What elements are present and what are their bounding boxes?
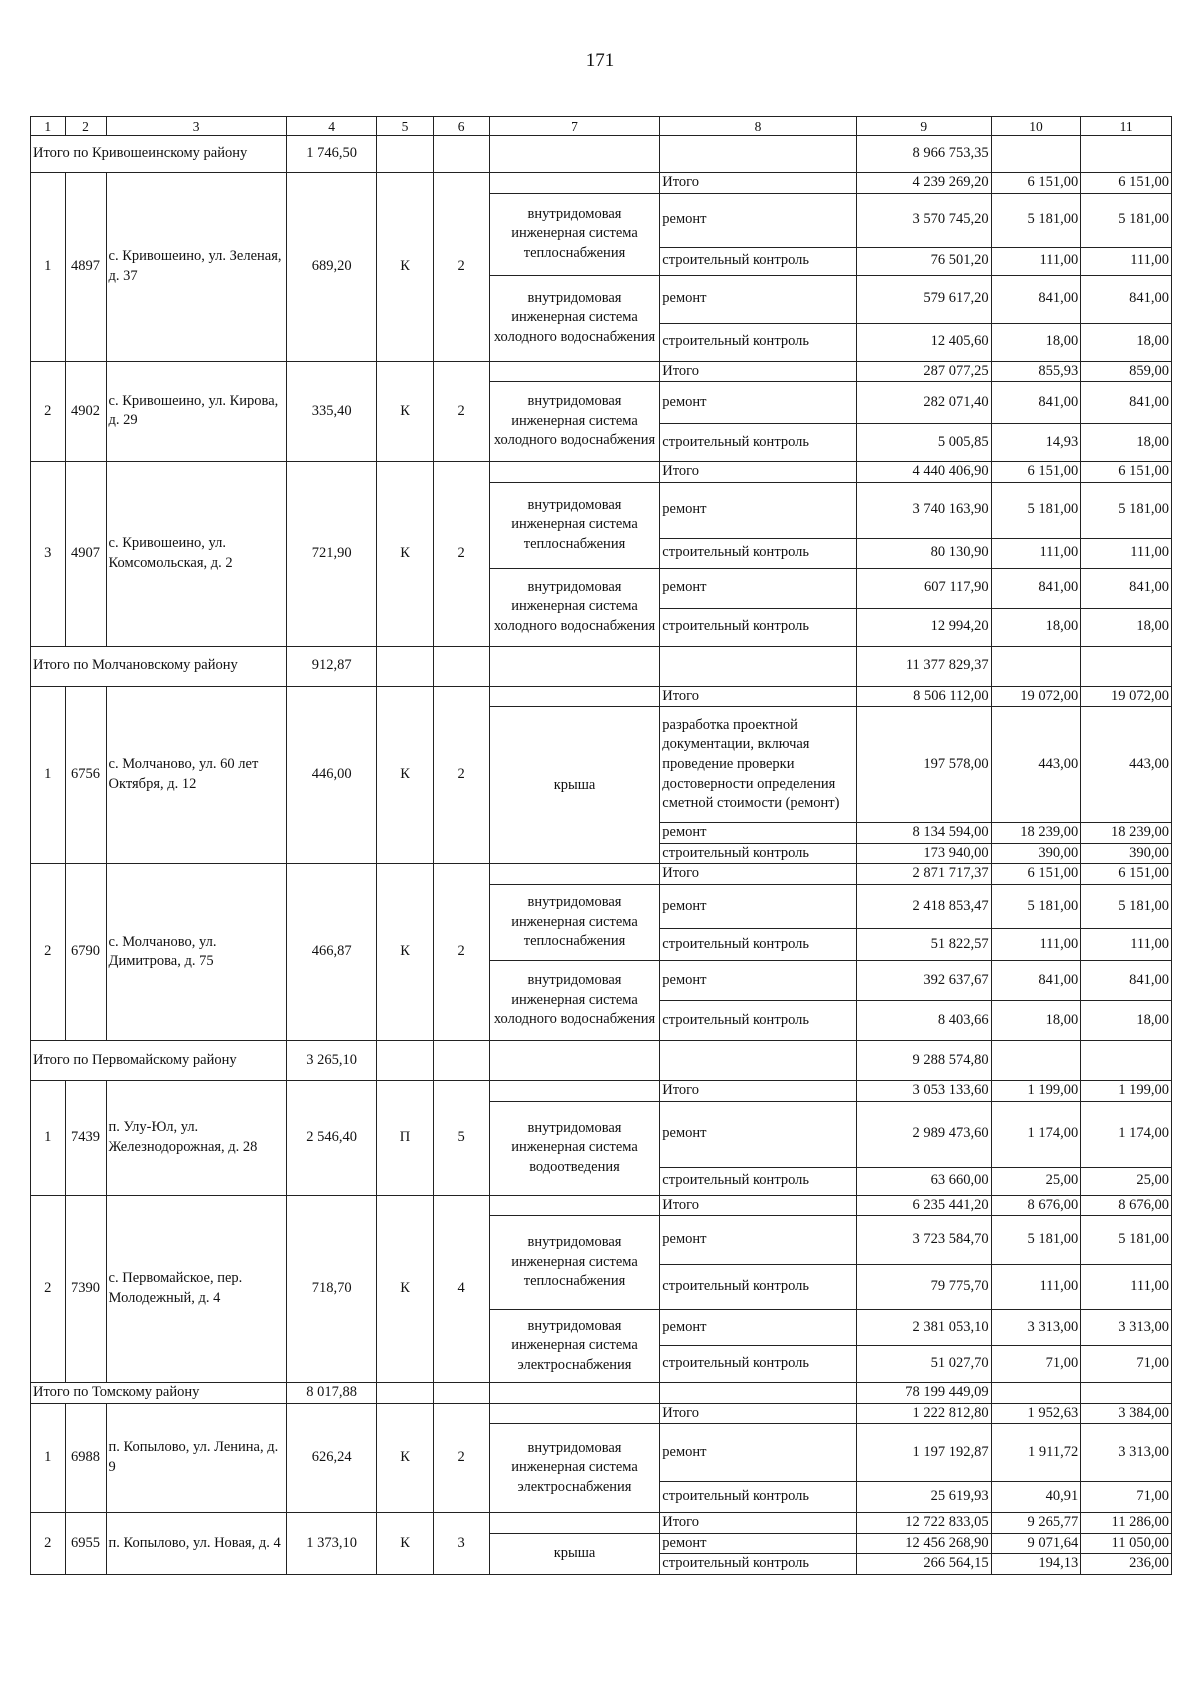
floors: 4	[433, 1195, 489, 1383]
house-address: с. Кривошеино, ул. Кирова, д. 29	[106, 361, 286, 462]
house-id: 7439	[65, 1080, 106, 1195]
work-type: строительный контроль	[660, 843, 856, 864]
header-cell: 1	[31, 117, 66, 136]
cost-cell: 25 619,93	[856, 1482, 991, 1513]
house-area: 718,70	[286, 1195, 377, 1383]
cost-cell: 287 077,25	[856, 361, 991, 382]
district-area: 1 746,50	[286, 136, 377, 173]
house-area: 626,24	[286, 1403, 377, 1513]
limit-cost-cell: 18,00	[1081, 1000, 1172, 1040]
cost-per-m2-cell: 1 174,00	[991, 1101, 1081, 1167]
system-name: внутридомовая инженерная система электроснабжения	[489, 1310, 660, 1383]
cost-cell: 2 871 717,37	[856, 864, 991, 885]
header-row	[31, 117, 1172, 136]
house-area: 335,40	[286, 361, 377, 462]
work-type: строительный контроль	[660, 538, 856, 568]
house-area: 1 373,10	[286, 1513, 377, 1575]
table-row	[31, 864, 1172, 885]
cost-per-m2-cell: 9 071,64	[991, 1533, 1081, 1554]
house-area: 446,00	[286, 686, 377, 864]
work-type: строительный контроль	[660, 1167, 856, 1195]
cost-per-m2-cell: 841,00	[991, 382, 1081, 424]
limit-cost-cell: 5 181,00	[1081, 482, 1172, 538]
house-address: с. Кривошеино, ул. Комсомольская, д. 2	[106, 462, 286, 647]
header-cell: 6	[433, 117, 489, 136]
cost-cell: 3 723 584,70	[856, 1216, 991, 1265]
work-total-label: Итого	[660, 173, 856, 194]
floors: 2	[433, 1403, 489, 1513]
system-name: крыша	[489, 707, 660, 864]
floors: 2	[433, 173, 489, 362]
wall-type: К	[377, 686, 433, 864]
work-type: строительный контроль	[660, 608, 856, 646]
work-total-label: Итого	[660, 1195, 856, 1216]
header-cell: 4	[286, 117, 377, 136]
row-number: 1	[31, 1403, 66, 1513]
cost-per-m2-cell: 443,00	[991, 707, 1081, 823]
table-row	[31, 361, 1172, 382]
table-row	[31, 1403, 1172, 1424]
row-number: 1	[31, 686, 66, 864]
limit-cost-cell: 18,00	[1081, 424, 1172, 462]
work-total-label: Итого	[660, 686, 856, 707]
work-type: разработка проектной документации, включая проведение проверки достоверности определения сметной стоимости (ремонт)	[660, 707, 856, 823]
limit-cost-cell: 6 151,00	[1081, 864, 1172, 885]
work-type: ремонт	[660, 823, 856, 844]
system-name: внутридомовая инженерная система теплоснабжения	[489, 193, 660, 275]
wall-type: П	[377, 1080, 433, 1195]
district-area: 3 265,10	[286, 1040, 377, 1080]
row-number: 1	[31, 173, 66, 362]
limit-cost-cell: 6 151,00	[1081, 173, 1172, 194]
limit-cost-cell: 3 313,00	[1081, 1310, 1172, 1346]
house-id: 4902	[65, 361, 106, 462]
system-name: внутридомовая инженерная система теплоснабжения	[489, 1216, 660, 1310]
limit-cost-cell: 71,00	[1081, 1346, 1172, 1383]
row-number: 1	[31, 1080, 66, 1195]
cost-cell: 266 564,15	[856, 1554, 991, 1575]
system-name: внутридомовая инженерная система холодного водоснабжения	[489, 568, 660, 646]
header-cell: 2	[65, 117, 106, 136]
cost-cell: 3 570 745,20	[856, 193, 991, 247]
cost-per-m2-cell: 18 239,00	[991, 823, 1081, 844]
house-address: с. Первомайское, пер. Молодежный, д. 4	[106, 1195, 286, 1383]
header-cell: 5	[377, 117, 433, 136]
work-type: строительный контроль	[660, 424, 856, 462]
district-total-row	[31, 136, 1172, 173]
work-type: ремонт	[660, 1533, 856, 1554]
wall-type: К	[377, 173, 433, 362]
cost-cell: 80 130,90	[856, 538, 991, 568]
work-type: строительный контроль	[660, 1000, 856, 1040]
cost-per-m2-cell: 841,00	[991, 568, 1081, 608]
limit-cost-cell: 859,00	[1081, 361, 1172, 382]
limit-cost-cell: 19 072,00	[1081, 686, 1172, 707]
cost-cell: 51 822,57	[856, 928, 991, 960]
cost-cell: 1 197 192,87	[856, 1424, 991, 1482]
wall-type: К	[377, 1195, 433, 1383]
house-id: 4907	[65, 462, 106, 647]
header-cell: 3	[106, 117, 286, 136]
work-type: строительный контроль	[660, 247, 856, 275]
cost-cell: 173 940,00	[856, 843, 991, 864]
cost-per-m2-cell: 18,00	[991, 323, 1081, 361]
wall-type: К	[377, 1403, 433, 1513]
work-type: ремонт	[660, 382, 856, 424]
capital-repair-table	[30, 116, 1172, 1575]
system-name: внутридомовая инженерная система электроснабжения	[489, 1424, 660, 1513]
cost-per-m2-cell: 25,00	[991, 1167, 1081, 1195]
house-address: п. Копылово, ул. Ленина, д. 9	[106, 1403, 286, 1513]
house-address: п. Копылово, ул. Новая, д. 4	[106, 1513, 286, 1575]
floors: 3	[433, 1513, 489, 1575]
cost-cell: 4 239 269,20	[856, 173, 991, 194]
cost-per-m2-cell: 18,00	[991, 1000, 1081, 1040]
cost-per-m2-cell: 111,00	[991, 247, 1081, 275]
row-number: 3	[31, 462, 66, 647]
limit-cost-cell: 18,00	[1081, 323, 1172, 361]
wall-type: К	[377, 361, 433, 462]
header-cell: 8	[660, 117, 856, 136]
cost-cell: 8 506 112,00	[856, 686, 991, 707]
limit-cost-cell: 1 174,00	[1081, 1101, 1172, 1167]
limit-cost-cell: 390,00	[1081, 843, 1172, 864]
house-area: 721,90	[286, 462, 377, 647]
work-type: строительный контроль	[660, 1265, 856, 1310]
cost-cell: 76 501,20	[856, 247, 991, 275]
cost-per-m2-cell: 18,00	[991, 608, 1081, 646]
house-id: 6790	[65, 864, 106, 1041]
cost-per-m2-cell: 194,13	[991, 1554, 1081, 1575]
work-total-label: Итого	[660, 864, 856, 885]
work-type: строительный контроль	[660, 1482, 856, 1513]
work-type: ремонт	[660, 193, 856, 247]
house-id: 4897	[65, 173, 106, 362]
limit-cost-cell: 3 384,00	[1081, 1403, 1172, 1424]
cost-cell: 197 578,00	[856, 707, 991, 823]
district-cost: 9 288 574,80	[856, 1040, 991, 1080]
limit-cost-cell: 18 239,00	[1081, 823, 1172, 844]
cost-cell: 51 027,70	[856, 1346, 991, 1383]
system-name: внутридомовая инженерная система холодного водоснабжения	[489, 275, 660, 361]
cost-cell: 12 722 833,05	[856, 1513, 991, 1534]
cost-per-m2-cell: 111,00	[991, 928, 1081, 960]
cost-cell: 392 637,67	[856, 960, 991, 1000]
work-type: строительный контроль	[660, 928, 856, 960]
cost-per-m2-cell: 5 181,00	[991, 884, 1081, 928]
work-type: строительный контроль	[660, 1346, 856, 1383]
cost-per-m2-cell: 5 181,00	[991, 193, 1081, 247]
district-label: Итого по Томскому району	[31, 1383, 287, 1404]
work-type: ремонт	[660, 1424, 856, 1482]
cost-cell: 607 117,90	[856, 568, 991, 608]
work-type: ремонт	[660, 1310, 856, 1346]
limit-cost-cell: 236,00	[1081, 1554, 1172, 1575]
cost-cell: 2 381 053,10	[856, 1310, 991, 1346]
limit-cost-cell: 111,00	[1081, 247, 1172, 275]
work-type: ремонт	[660, 960, 856, 1000]
cost-cell: 12 456 268,90	[856, 1533, 991, 1554]
floors: 2	[433, 361, 489, 462]
page-number: 171	[585, 50, 615, 71]
cost-per-m2-cell: 111,00	[991, 538, 1081, 568]
floors: 2	[433, 864, 489, 1041]
cost-cell: 5 005,85	[856, 424, 991, 462]
limit-cost-cell: 3 313,00	[1081, 1424, 1172, 1482]
header-cell: 9	[856, 117, 991, 136]
limit-cost-cell: 5 181,00	[1081, 1216, 1172, 1265]
work-type: строительный контроль	[660, 1554, 856, 1575]
table-row	[31, 686, 1172, 707]
system-name: внутридомовая инженерная система холодного водоснабжения	[489, 960, 660, 1040]
table-row	[31, 1513, 1172, 1534]
limit-cost-cell: 6 151,00	[1081, 462, 1172, 483]
work-type: ремонт	[660, 482, 856, 538]
limit-cost-cell: 18,00	[1081, 608, 1172, 646]
house-id: 7390	[65, 1195, 106, 1383]
district-cost: 78 199 449,09	[856, 1383, 991, 1404]
cost-cell: 6 235 441,20	[856, 1195, 991, 1216]
limit-cost-cell: 111,00	[1081, 538, 1172, 568]
system-name: внутридомовая инженерная система водоотведения	[489, 1101, 660, 1195]
limit-cost-cell: 11 050,00	[1081, 1533, 1172, 1554]
work-type: строительный контроль	[660, 323, 856, 361]
cost-per-m2-cell: 19 072,00	[991, 686, 1081, 707]
wall-type: К	[377, 462, 433, 647]
cost-per-m2-cell: 3 313,00	[991, 1310, 1081, 1346]
house-area: 466,87	[286, 864, 377, 1041]
limit-cost-cell: 443,00	[1081, 707, 1172, 823]
cost-cell: 12 994,20	[856, 608, 991, 646]
work-type: ремонт	[660, 568, 856, 608]
system-name: внутридомовая инженерная система холодного водоснабжения	[489, 382, 660, 462]
system-name: внутридомовая инженерная система теплоснабжения	[489, 884, 660, 960]
cost-cell: 12 405,60	[856, 323, 991, 361]
cost-cell: 8 134 594,00	[856, 823, 991, 844]
work-total-label: Итого	[660, 1080, 856, 1101]
cost-per-m2-cell: 6 151,00	[991, 864, 1081, 885]
row-number: 2	[31, 1513, 66, 1575]
limit-cost-cell: 841,00	[1081, 568, 1172, 608]
district-total-row	[31, 1040, 1172, 1080]
work-type: ремонт	[660, 275, 856, 323]
limit-cost-cell: 841,00	[1081, 960, 1172, 1000]
limit-cost-cell: 11 286,00	[1081, 1513, 1172, 1534]
cost-cell: 4 440 406,90	[856, 462, 991, 483]
house-area: 689,20	[286, 173, 377, 362]
cost-cell: 2 989 473,60	[856, 1101, 991, 1167]
house-address: п. Улу-Юл, ул. Железнодорожная, д. 28	[106, 1080, 286, 1195]
district-total-row	[31, 1383, 1172, 1404]
limit-cost-cell: 71,00	[1081, 1482, 1172, 1513]
cost-per-m2-cell: 14,93	[991, 424, 1081, 462]
floors: 2	[433, 462, 489, 647]
work-total-label: Итого	[660, 361, 856, 382]
cost-cell: 63 660,00	[856, 1167, 991, 1195]
cost-cell: 3 740 163,90	[856, 482, 991, 538]
header-cell: 10	[991, 117, 1081, 136]
house-id: 6988	[65, 1403, 106, 1513]
cost-per-m2-cell: 6 151,00	[991, 462, 1081, 483]
row-number: 2	[31, 864, 66, 1041]
cost-per-m2-cell: 841,00	[991, 275, 1081, 323]
row-number: 2	[31, 361, 66, 462]
limit-cost-cell: 8 676,00	[1081, 1195, 1172, 1216]
wall-type: К	[377, 864, 433, 1041]
table-row	[31, 173, 1172, 194]
district-cost: 11 377 829,37	[856, 646, 991, 686]
wall-type: К	[377, 1513, 433, 1575]
cost-per-m2-cell: 390,00	[991, 843, 1081, 864]
work-type: ремонт	[660, 884, 856, 928]
house-address: с. Кривошеино, ул. Зеленая, д. 37	[106, 173, 286, 362]
district-area: 912,87	[286, 646, 377, 686]
house-address: с. Молчаново, ул. Димитрова, д. 75	[106, 864, 286, 1041]
cost-per-m2-cell: 40,91	[991, 1482, 1081, 1513]
cost-per-m2-cell: 1 952,63	[991, 1403, 1081, 1424]
cost-per-m2-cell: 9 265,77	[991, 1513, 1081, 1534]
cost-per-m2-cell: 1 911,72	[991, 1424, 1081, 1482]
header-cell: 11	[1081, 117, 1172, 136]
limit-cost-cell: 111,00	[1081, 1265, 1172, 1310]
cost-per-m2-cell: 855,93	[991, 361, 1081, 382]
cost-cell: 579 617,20	[856, 275, 991, 323]
cost-per-m2-cell: 111,00	[991, 1265, 1081, 1310]
cost-cell: 8 403,66	[856, 1000, 991, 1040]
work-total-label: Итого	[660, 1513, 856, 1534]
cost-per-m2-cell: 6 151,00	[991, 173, 1081, 194]
work-total-label: Итого	[660, 462, 856, 483]
house-address: с. Молчаново, ул. 60 лет Октября, д. 12	[106, 686, 286, 864]
house-id: 6955	[65, 1513, 106, 1575]
district-label: Итого по Молчановскому району	[31, 646, 287, 686]
district-label: Итого по Кривошеинскому району	[31, 136, 287, 173]
cost-cell: 79 775,70	[856, 1265, 991, 1310]
cost-cell: 3 053 133,60	[856, 1080, 991, 1101]
header-cell: 7	[489, 117, 660, 136]
work-type: ремонт	[660, 1216, 856, 1265]
cost-per-m2-cell: 5 181,00	[991, 482, 1081, 538]
house-id: 6756	[65, 686, 106, 864]
limit-cost-cell: 5 181,00	[1081, 193, 1172, 247]
work-total-label: Итого	[660, 1403, 856, 1424]
table-row	[31, 1195, 1172, 1216]
table-row	[31, 462, 1172, 483]
cost-cell: 2 418 853,47	[856, 884, 991, 928]
row-number: 2	[31, 1195, 66, 1383]
cost-per-m2-cell: 841,00	[991, 960, 1081, 1000]
table-row	[31, 1080, 1172, 1101]
district-total-row	[31, 646, 1172, 686]
floors: 2	[433, 686, 489, 864]
house-area: 2 546,40	[286, 1080, 377, 1195]
cost-per-m2-cell: 5 181,00	[991, 1216, 1081, 1265]
cost-cell: 282 071,40	[856, 382, 991, 424]
district-area: 8 017,88	[286, 1383, 377, 1404]
cost-per-m2-cell: 8 676,00	[991, 1195, 1081, 1216]
system-name: внутридомовая инженерная система теплоснабжения	[489, 482, 660, 568]
limit-cost-cell: 1 199,00	[1081, 1080, 1172, 1101]
cost-per-m2-cell: 1 199,00	[991, 1080, 1081, 1101]
cost-per-m2-cell: 71,00	[991, 1346, 1081, 1383]
limit-cost-cell: 841,00	[1081, 382, 1172, 424]
work-type: ремонт	[660, 1101, 856, 1167]
limit-cost-cell: 841,00	[1081, 275, 1172, 323]
limit-cost-cell: 5 181,00	[1081, 884, 1172, 928]
limit-cost-cell: 111,00	[1081, 928, 1172, 960]
system-name: крыша	[489, 1533, 660, 1574]
cost-cell: 1 222 812,80	[856, 1403, 991, 1424]
district-cost: 8 966 753,35	[856, 136, 991, 173]
floors: 5	[433, 1080, 489, 1195]
district-label: Итого по Первомайскому району	[31, 1040, 287, 1080]
limit-cost-cell: 25,00	[1081, 1167, 1172, 1195]
